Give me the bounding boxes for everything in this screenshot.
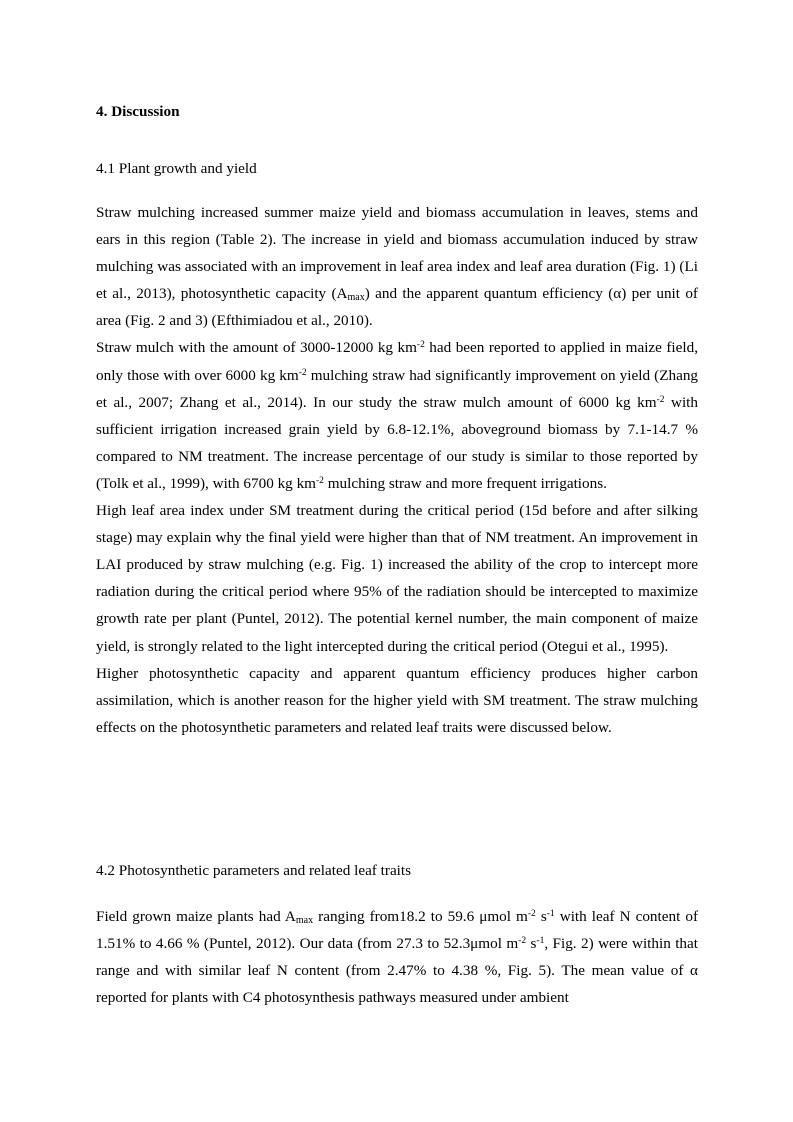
section-4-2-body — [96, 903, 698, 1011]
subsection-heading-4-2: 4.2 Photosynthetic parameters and related leaf traits — [96, 862, 412, 879]
paragraph-leaf-area-index: High leaf area index under SM treatment during the critical period (15d before and after silking stage) may explain why the final yield were higher than that of NM treatment. An improvement in LAI produced by straw mulching (e.g. Fig. 1) increased the ability of the crop to intercept more radiation during the critical period where 95% of the radiation should be intercepted to maximize growth rate per plant (Puntel, 2012). The potential kernel number, the main component of maize yield, is strongly related to the light intercepted during the critical period (Otegui et al., 1995). — [96, 502, 698, 655]
paragraph-yield-biomass: Straw mulching increased summer maize yield and biomass accumulation in leaves, stems and ears in this region (Table 2). The increase in yield and biomass accumulation induced by straw mulching was associated with an improvement in leaf area index and leaf area duration (Fig. 1) (Li et al., 2013), photosynthetic capacity $(A_{max})$ and the apparent quantum efficiency (α) per unit of area (Fig. 2 and 3) (Efthimiadou et al., 2010). — [96, 204, 698, 330]
paragraph-carbon-assimilation: Higher photosynthetic capacity and apparent quantum efficiency produces higher carbon assimilation, which is another reason for the higher yield with SM treatment. The straw mulching effects on the photosynthetic parameters and related leaf traits were discussed below. — [96, 664, 698, 736]
paragraph-amax-range: Field grown maize plants had $A_{max}$ ranging from18.2 to 59.6 μmol $m^{-2}$ $s^{-1}$ with leaf N content of 1.51% to 4.66 % (Puntel, 2012). Our data (from 27.3 to 52.3μmol $m^{-2}$ $s^{-1}$, Fig. 2) were within that range and with similar leaf N content (from 2.47% to 4.38 %, Fig. 5). The mean value of α reported for plants with C4 photosynthesis pathways measured under ambient — [96, 908, 698, 1007]
section-4-1-body — [96, 199, 698, 741]
section-heading: 4. Discussion — [96, 103, 180, 120]
paragraph-straw-amount: Straw mulch with the amount of 3000-12000 kg $km^{-2}$ had been reported to applied in maize field, only those with over 6000 kg $km^{-2}$ mulching straw had significantly improvement on yield (Zhang et al., 2007; Zhang et al., 2014). In our study the straw mulch amount of 6000 kg $km^{-2}$ with sufficient irrigation increased grain yield by 6.8-12.1%, aboveground biomass by 7.1-14.7 % compared to NM treatment. The increase percentage of our study is similar to those reported by (Tolk et al., 1999), with 6700 kg $km^{-2}$ mulching straw and more frequent irrigations. — [96, 339, 699, 492]
subsection-heading-4-1: 4.1 Plant growth and yield — [96, 160, 257, 177]
